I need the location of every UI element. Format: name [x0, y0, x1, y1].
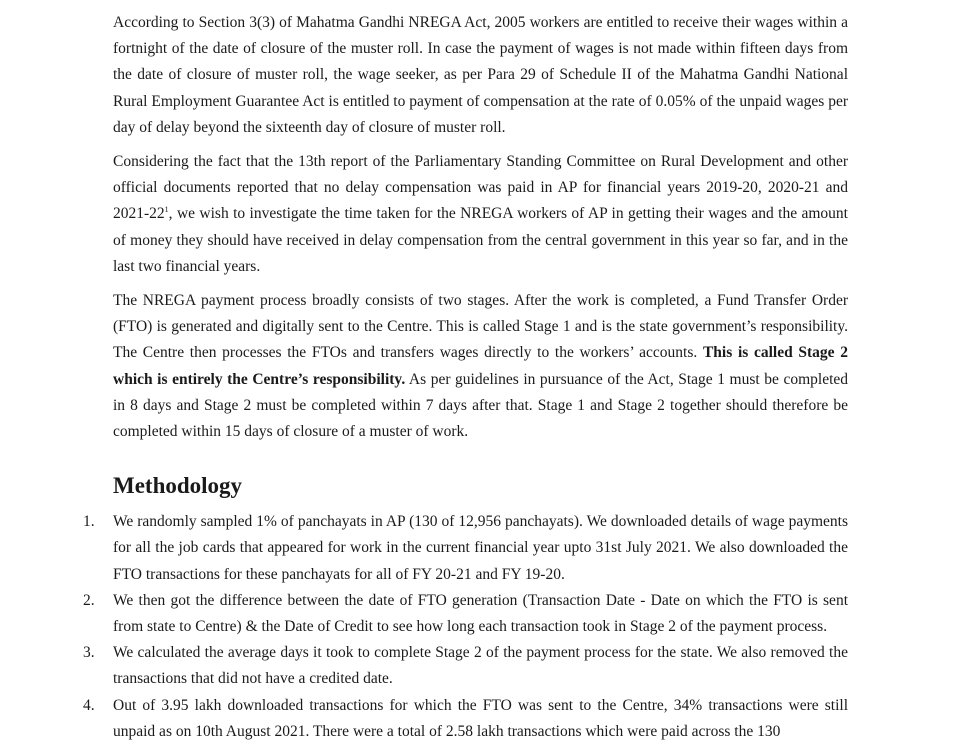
list-item-number: 3. — [83, 644, 95, 662]
list-item — [83, 509, 848, 588]
methodology-list — [83, 509, 848, 745]
footnote-reference[interactable]: 1 — [164, 205, 169, 215]
list-item — [83, 693, 848, 745]
list-item — [83, 588, 848, 640]
paragraph-text: According to Section 3(3) of Mahatma Gandhi NREGA Act, 2005 workers are entitled to receive their wages within a fortnight of the date of closure of the muster roll. In case the payment of wages is not made within fifteen days from the date of closure of muster roll, the wage seeker, as per Para 29 of Schedule II of the Mahatma Gandhi National Rural Employment Guarantee Act is entitled to payment of compensation at the rate of 0.05% of the unpaid wages per day of delay beyond the sixteenth day of closure of muster roll. — [113, 14, 848, 136]
paragraph-text: The NREGA payment process broadly consists of two stages. After the work is completed, a Fund Transfer Order (FTO) is generated and digitally sent to the Centre. This is called Stage 1 and is the state government’s responsibility. The Centre then processes the FTOs and transfers wages directly to the workers’ accounts. — [113, 292, 848, 362]
list-item-text: We then got the difference between the date of FTO generation (Transaction Date - Date on which the FTO is sent from state to Centre) & the Date of Credit to see how long each transaction took in Stage 2 of the payment process. — [113, 591, 848, 636]
list-item-text: We randomly sampled 1% of panchayats in AP (130 of 12,956 panchayats). We downloaded details of wage payments for all the job cards that appeared for work in the current financial year upto 31st July 2021. We also downloaded the FTO transactions for these panchayats for all of FY 20-21 and FY 19-20. — [113, 513, 848, 583]
section-heading-methodology: Methodology — [113, 473, 243, 499]
list-item-number: 1. — [83, 513, 95, 531]
paragraph-payment-process — [113, 288, 848, 445]
list-item-number: 2. — [83, 591, 95, 609]
paragraph-wage-entitlement — [113, 10, 848, 141]
paragraph-text-continued: , we wish to investigate the time taken for the NREGA workers of AP in getting their wages and the amount of money they should have received in delay compensation from the central government in this year so far, and in the last two financial years. — [113, 205, 848, 275]
bold-emphasis: This is called Stage 2 which is entirely the Centre’s responsibility. — [113, 344, 848, 388]
list-item — [83, 640, 848, 692]
list-item-text: Out of 3.95 lakh downloaded transactions for which the FTO was sent to the Centre, 34% transactions were still unpaid as on 10th August 2021. There were a total of 2.58 lakh transactions which were paid across the 130 — [113, 696, 848, 740]
paragraph-delay-compensation — [113, 149, 848, 280]
document-page — [83, 10, 849, 745]
list-item-text: We calculated the average days it took to complete Stage 2 of the payment process for the state. We also removed the transactions that did not have a credited date. — [113, 644, 848, 688]
list-item-number: 4. — [83, 696, 95, 714]
paragraph-text-continued: As per guidelines in pursuance of the Act, Stage 1 must be completed in 8 days and Stage 2 must be completed within 7 days after that. Stage 1 and Stage 2 together should therefore be completed within 15 days of closure of a muster of work. — [113, 370, 849, 441]
paragraph-text: Considering the fact that the 13th report of the Parliamentary Standing Committee on Rural Development and other official documents reported that no delay compensation was paid in AP for financial years 2019-20, 2020-21 and 2021-22 — [113, 153, 848, 223]
